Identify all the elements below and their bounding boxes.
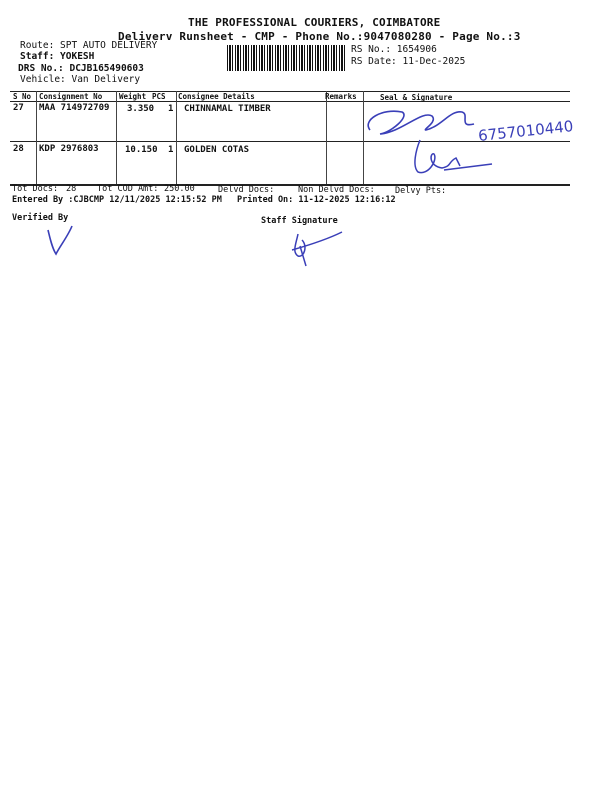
row-28-consignment: KDP 2976803	[39, 144, 99, 154]
row-28-weight: 10.150	[125, 145, 158, 155]
header-consignee: Consignee Details	[178, 92, 255, 101]
staff-signature-label: Staff Signature	[261, 216, 338, 226]
tot-docs-label: Tot Docs:	[12, 184, 59, 194]
barcode-image	[227, 45, 347, 71]
column-divider	[116, 91, 117, 184]
company-title: THE PROFESSIONAL COURIERS, COIMBATORE	[188, 16, 441, 29]
row-27-consignment: MAA 714972709	[39, 103, 110, 113]
non-delvd-docs-label: Non Delvd Docs:	[298, 185, 375, 195]
signature-row-27	[362, 100, 482, 140]
staff-signature-mark	[286, 226, 346, 268]
verified-by-label: Verified By	[12, 213, 69, 223]
drs-number: DRS No.: DCJB165490603	[18, 63, 144, 74]
runsheet-title: Deliverv Runsheet - CMP - Phone No.:9047080280 - Page No.:3	[118, 30, 521, 43]
row-27-pcs: 1	[168, 104, 174, 114]
header-pcs: PCS	[152, 92, 166, 101]
handwritten-phone-number: 6757010440	[477, 117, 575, 145]
route-text: Route: SPT AUTO DELIVERY	[20, 40, 158, 51]
tot-docs-value: 28	[66, 184, 77, 194]
header-seal-signature: Seal & Signature	[380, 93, 453, 102]
row-27-consignee: CHINNAMAL TIMBER	[184, 104, 271, 114]
row-27-weight: 3.350	[127, 104, 155, 114]
delvd-docs-label: Delvd Docs:	[218, 185, 275, 195]
tot-cod-value: 250.00	[164, 184, 195, 194]
column-divider	[36, 91, 37, 184]
row-27-sno: 27	[13, 103, 24, 113]
table-bottom-border	[10, 184, 570, 186]
row-28-pcs: 1	[168, 145, 174, 155]
header-sno: S No	[13, 92, 32, 101]
staff-text: Staff: YOKESH	[20, 51, 95, 62]
printed-on-text: Printed On: 11-12-2025 12:16:12	[237, 195, 396, 205]
verified-by-signature	[40, 222, 80, 258]
column-divider	[176, 91, 177, 184]
column-divider	[326, 91, 327, 184]
delvy-pts-label: Delvy Pts:	[395, 186, 447, 196]
rs-date: RS Date: 11-Dec-2025	[351, 56, 466, 67]
entered-by-text: Entered By :CJBCMP 12/11/2025 12:15:52 PM	[12, 195, 222, 205]
vehicle-text: Vehicle: Van Delivery	[20, 74, 141, 85]
signature-row-28	[404, 136, 494, 184]
table-header-border	[10, 101, 570, 102]
header-consignment: Consignment No	[39, 92, 103, 101]
row-28-consignee: GOLDEN COTAS	[184, 145, 250, 155]
rs-number: RS No.: 1654906	[351, 44, 437, 55]
header-weight: Weight	[119, 92, 147, 101]
tot-cod-label: Tot COD Amt:	[97, 184, 159, 194]
header-remarks: Remarks	[325, 92, 357, 101]
row-28-sno: 28	[13, 144, 24, 154]
